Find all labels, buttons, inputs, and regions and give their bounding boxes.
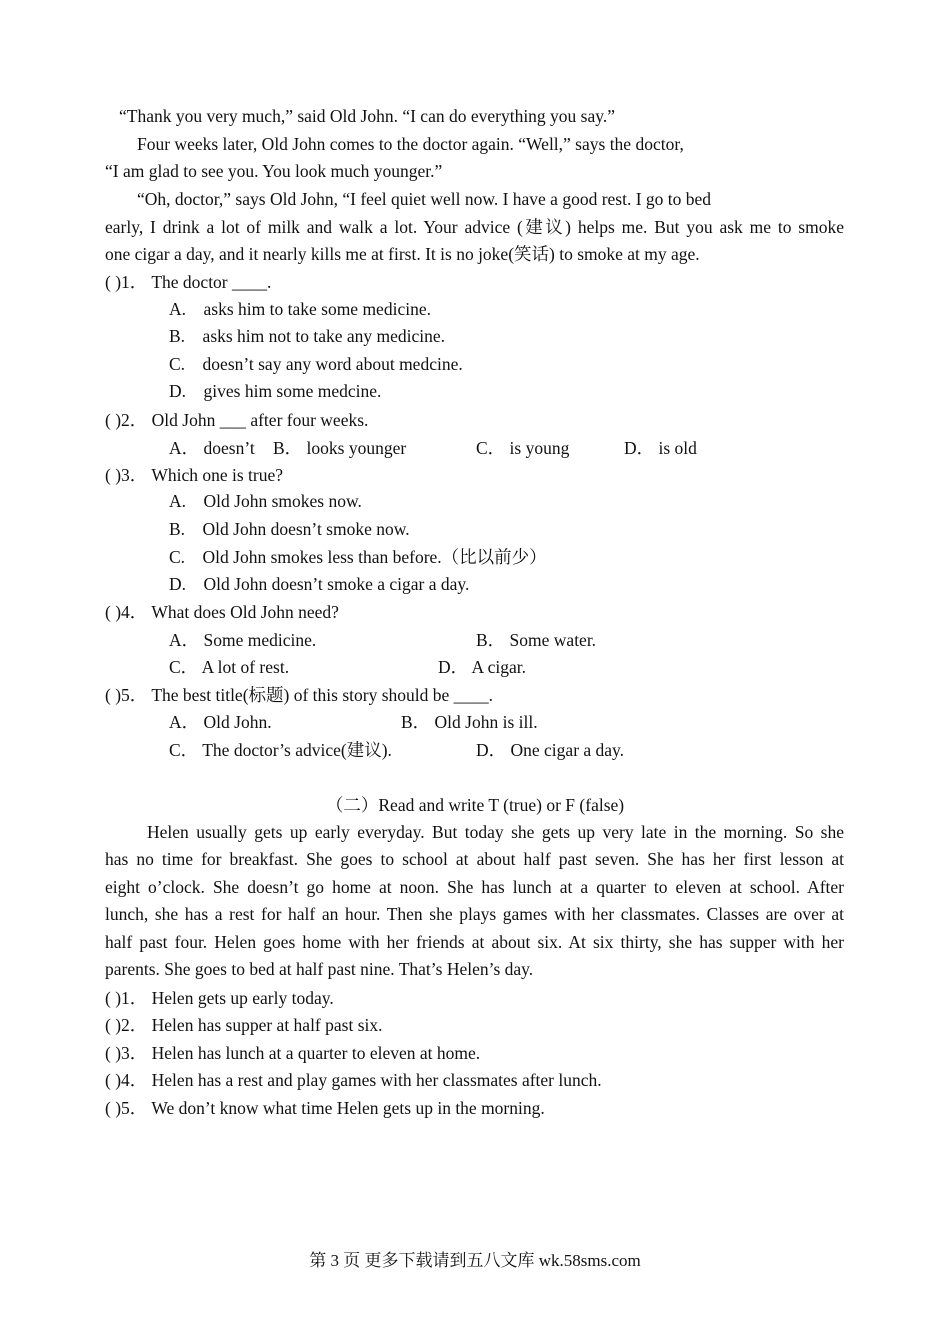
page-footer: 第 3 页 更多下载请到五八文库 wk.58sms.com [309,1251,641,1270]
tf-statement: ( )4． Helen has a rest and play games with her classmates after lunch. [105,1070,602,1090]
answer-option: D． A cigar. [438,657,526,677]
section-heading: （二）Read and write T (true) or F (false) [325,795,625,815]
answer-option: B． Old John is ill. [401,712,538,732]
answer-option: A． Old John. [169,712,272,732]
tf-statement: ( )1． Helen gets up early today. [105,988,334,1008]
answer-option: A. Old John smokes now. [169,491,362,511]
passage-line: lunch, she has a rest for half an hour. Then she plays games with her classmates. Classes are over at [105,904,844,924]
passage-line: parents. She goes to bed at half past nine. That’s Helen’s day. [105,959,534,979]
question-stem: ( )1． The doctor ____. [105,272,272,292]
tf-statement: ( )5． We don’t know what time Helen gets up in the morning. [105,1098,545,1118]
answer-option: D． is old [624,438,697,458]
passage-line: eight o’clock. She doesn’t go home at noon. She has lunch at a quarter to eleven at school. After [105,877,844,897]
answer-option: A． doesn’t [169,438,255,458]
passage-line: half past four. Helen goes home with her friends at about six. At six thirty, she has supper with her [105,932,844,952]
question-stem: ( )5． The best title(标题) of this story should be ____. [105,685,494,705]
passage-line: Helen usually gets up early everyday. But today she gets up very late in the morning. So she [147,822,844,842]
story-line: Four weeks later, Old John comes to the doctor again. “Well,” says the doctor, [137,134,684,154]
answer-option: C． A lot of rest. [169,657,290,677]
story-line: one cigar a day, and it nearly kills me at first. It is no joke(笑话) to smoke at my age. [105,244,700,264]
answer-option: D． One cigar a day. [476,740,625,760]
story-line: “Oh, doctor,” says Old John, “I feel quiet well now. I have a good rest. I go to bed [137,189,712,209]
question-stem: ( )4． What does Old John need? [105,602,339,622]
question-stem: ( )2． Old John ___ after four weeks. [105,410,369,430]
question-stem: ( )3． Which one is true? [105,465,284,485]
answer-option: A． Some medicine. [169,630,317,650]
tf-statement: ( )3． Helen has lunch at a quarter to eleven at home. [105,1043,481,1063]
answer-option: D. gives him some medcine. [169,381,382,401]
answer-option: C． is young [476,438,570,458]
answer-option: C. doesn’t say any word about medcine. [169,354,463,374]
answer-option: B． looks younger [273,438,407,458]
story-line: “Thank you very much,” said Old John. “I can do everything you say.” [119,106,616,126]
answer-option: A. asks him to take some medicine. [169,299,431,319]
answer-option: C． The doctor’s advice(建议). [169,740,392,760]
tf-statement: ( )2． Helen has supper at half past six. [105,1015,383,1035]
answer-option: C. Old John smokes less than before.（比以前少） [169,547,547,567]
story-line: “I am glad to see you. You look much younger.” [105,161,443,181]
passage-line: has no time for breakfast. She goes to school at about half past seven. She has her first lesson at [105,849,844,869]
answer-option: B. asks him not to take any medicine. [169,326,446,346]
answer-option: B. Old John doesn’t smoke now. [169,519,410,539]
answer-option: D. Old John doesn’t smoke a cigar a day. [169,574,470,594]
answer-option: B． Some water. [476,630,597,650]
story-line: early, I drink a lot of milk and walk a lot. Your advice (建议) helps me. But you ask me to smoke [105,217,844,237]
